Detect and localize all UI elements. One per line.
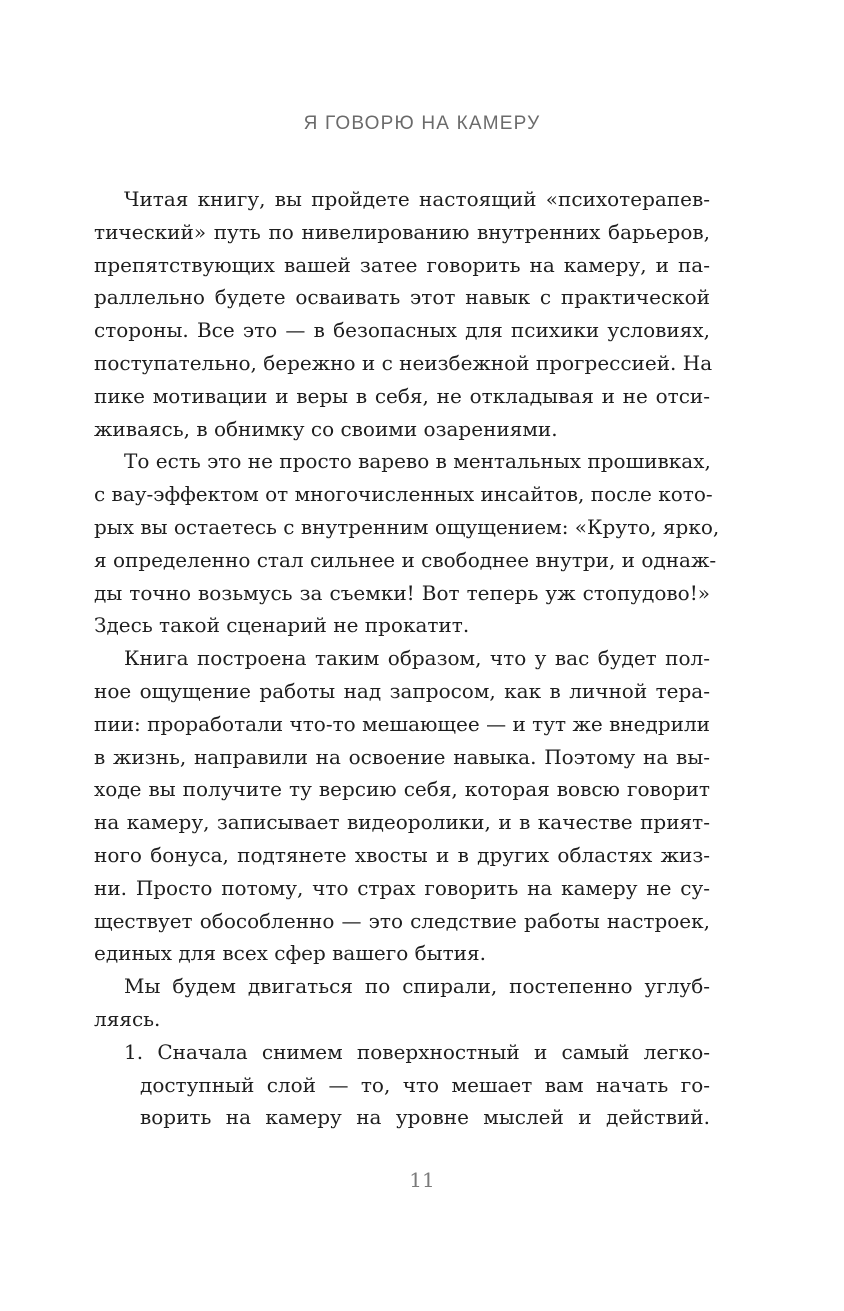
text-line: препятствующих вашей затее говорить на камеру, и па- [94, 252, 710, 277]
text-line: ходе вы получите ту версию себя, которая вовсю говорит [94, 777, 710, 802]
paragraph-3 [94, 642, 710, 970]
text-line: Читая книгу, вы пройдете настоящий «психотерапев- [124, 187, 710, 211]
text-line: То есть это не просто варево в ментальных прошивках, [124, 449, 711, 474]
text-line: ды точно возьмусь за съемки! Вот теперь уж стопудово!» [94, 580, 710, 605]
body-text [94, 183, 720, 1134]
text-line: Здесь такой сценарий не прокатит. [94, 613, 470, 638]
text-line: с вау-эффектом от многочисленных инсайтов, после кото- [94, 482, 713, 507]
text-line: ляясь. [94, 1006, 161, 1031]
text-line: рых вы остаетесь с внутренним ощущением: «Круто, ярко, [94, 514, 720, 539]
text-line: поступательно, бережно и с неизбежной прогрессией. На [94, 350, 713, 375]
text-line: ного бонуса, подтянете хвосты и в других областях жиз- [94, 842, 710, 867]
text-line: ществует обособленно — это следствие работы настроек, [94, 908, 710, 933]
page-number: 11 [409, 1168, 435, 1192]
running-head: Я ГОВОРЮ НА КАМЕРУ [303, 113, 541, 134]
text-line: я определенно стал сильнее и свободнее внутри, и однаж- [94, 547, 717, 572]
list-item-line: доступный слой — то, что мешает вам начать го- [140, 1072, 710, 1097]
numbered-list [94, 1036, 710, 1134]
text-line: на камеру, записывает видеоролики, и в качестве прият- [94, 810, 710, 835]
text-line: ни. Просто потому, что страх говорить на камеру не су- [94, 875, 710, 900]
text-line: пике мотивации и веры в себя, не откладывая и не отси- [94, 383, 710, 408]
text-line: Книга построена таким образом, что у вас будет пол- [124, 646, 710, 671]
text-line: ное ощущение работы над запросом, как в личной тера- [94, 678, 710, 703]
text-line: в жизнь, направили на освоение навыка. Поэтому на вы- [94, 744, 710, 769]
text-line: раллельно будете осваивать этот навык с практической [94, 285, 710, 310]
text-line: стороны. Все это — в безопасных для психики условиях, [94, 318, 710, 343]
text-line: Мы будем двигаться по спирали, постепенно углуб- [124, 974, 710, 999]
list-item-line: 1. Сначала снимем поверхностный и самый легко- [124, 1039, 710, 1064]
paragraph-4 [94, 970, 710, 1036]
text-line: единых для всех сфер вашего бытия. [94, 941, 486, 966]
text-line: пии: проработали что-то мешающее — и тут же внедрили [94, 711, 710, 736]
list-item [94, 1036, 710, 1134]
paragraph-2 [94, 445, 720, 642]
text-line: тический» путь по нивелированию внутренних барьеров, [94, 219, 710, 244]
paragraph-1 [94, 183, 713, 445]
text-line: живаясь, в обнимку со своими озарениями. [94, 416, 558, 441]
list-item-line: ворить на камеру на уровне мыслей и действий. [140, 1105, 710, 1130]
